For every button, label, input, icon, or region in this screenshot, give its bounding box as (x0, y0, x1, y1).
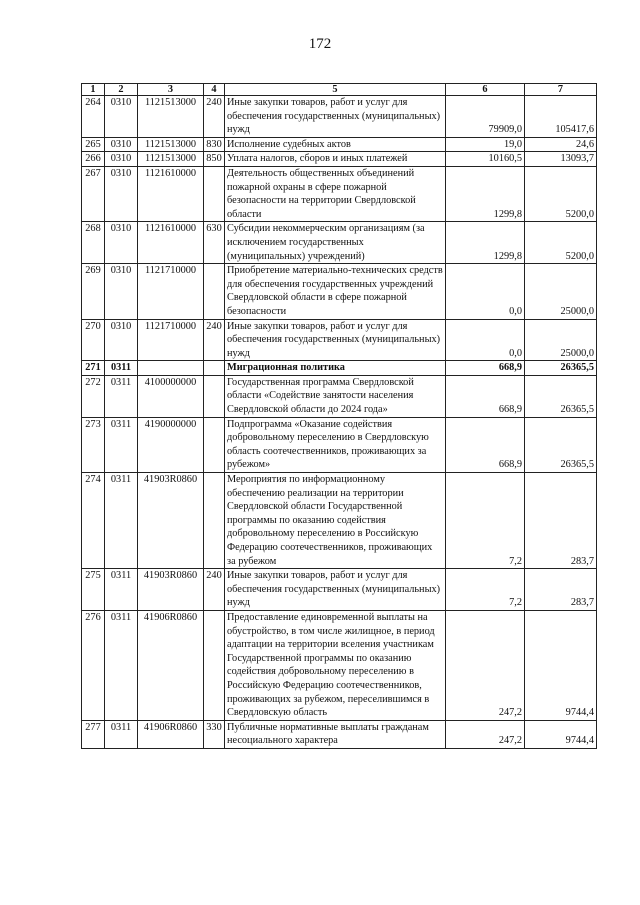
page-number: 172 (308, 36, 332, 52)
expense-type-cell: 330 (204, 720, 225, 748)
table-row (82, 610, 597, 720)
table-row (82, 96, 597, 138)
amount-col7-cell: 13093,7 (525, 152, 597, 167)
section-code-cell: 0310 (105, 166, 138, 221)
section-code-cell: 0311 (105, 720, 138, 748)
target-article-cell: 1121513000 (138, 96, 204, 138)
target-article-cell: 1121610000 (138, 166, 204, 221)
section-code-cell: 0311 (105, 375, 138, 417)
amount-col6-cell: 0,0 (446, 319, 525, 361)
amount-col7-cell: 24,6 (525, 137, 597, 152)
table-row (82, 152, 597, 167)
target-article-cell: 1121710000 (138, 319, 204, 361)
table-row (82, 720, 597, 748)
target-article-cell: 4100000000 (138, 375, 204, 417)
header-cell: 4 (204, 84, 225, 96)
amount-col6-cell: 7,2 (446, 569, 525, 611)
target-article-cell: 1121710000 (138, 264, 204, 319)
amount-col7-cell: 9744,4 (525, 720, 597, 748)
description-cell: Уплата налогов, сборов и иных платежей (225, 152, 446, 167)
header-cell: 5 (225, 84, 446, 96)
section-code-cell: 0310 (105, 222, 138, 264)
target-article-cell (138, 361, 204, 376)
row-number-cell: 275 (82, 569, 105, 611)
section-code-cell: 0310 (105, 152, 138, 167)
expense-type-cell (204, 473, 225, 569)
row-number-cell: 264 (82, 96, 105, 138)
amount-col7-cell: 283,7 (525, 569, 597, 611)
row-number-cell: 273 (82, 417, 105, 472)
expense-type-cell (204, 166, 225, 221)
row-number-cell: 276 (82, 610, 105, 720)
table-row (82, 361, 597, 376)
row-number-cell: 272 (82, 375, 105, 417)
description-cell: Государственная программа Свердловской области «Содействие занятости населения Свердловской области до 2024 года» (225, 375, 446, 417)
table-row (82, 264, 597, 319)
table-row (82, 166, 597, 221)
amount-col7-cell: 26365,5 (525, 417, 597, 472)
row-number-cell: 267 (82, 166, 105, 221)
amount-col7-cell: 105417,6 (525, 96, 597, 138)
section-code-cell: 0311 (105, 417, 138, 472)
section-code-cell: 0310 (105, 264, 138, 319)
budget-table (81, 83, 597, 749)
row-number-cell: 266 (82, 152, 105, 167)
table-row (82, 137, 597, 152)
table-row (82, 417, 597, 472)
expense-type-cell (204, 361, 225, 376)
table-row (82, 569, 597, 611)
amount-col6-cell: 7,2 (446, 473, 525, 569)
amount-col6-cell: 247,2 (446, 610, 525, 720)
target-article-cell: 41903R0860 (138, 473, 204, 569)
amount-col6-cell: 19,0 (446, 137, 525, 152)
expense-type-cell: 240 (204, 96, 225, 138)
expense-type-cell: 240 (204, 569, 225, 611)
header-cell: 2 (105, 84, 138, 96)
description-cell: Иные закупки товаров, работ и услуг для обеспечения государственных (муниципальных) нужд (225, 319, 446, 361)
row-number-cell: 271 (82, 361, 105, 376)
amount-col7-cell: 5200,0 (525, 166, 597, 221)
section-code-cell: 0311 (105, 610, 138, 720)
expense-type-cell: 850 (204, 152, 225, 167)
description-cell: Мероприятия по информационному обеспечению реализации на территории Свердловской области Государственной программы по оказанию содействия добровольному переселению в Российскую Федерацию соотечественников, проживающих за рубежом (225, 473, 446, 569)
expense-type-cell (204, 610, 225, 720)
description-cell: Миграционная политика (225, 361, 446, 376)
table-header-row (82, 84, 597, 96)
description-cell: Предоставление единовременной выплаты на обустройство, в том числе жилищное, в период адаптации на территории вселения участникам Государственной программы по оказанию содействия добровольному переселению в Российскую Федерацию соотечественников, проживающих за рубежом, переселившимся в Свердловскую область (225, 610, 446, 720)
target-article-cell: 4190000000 (138, 417, 204, 472)
target-article-cell: 41906R0860 (138, 610, 204, 720)
header-cell: 6 (446, 84, 525, 96)
target-article-cell: 1121513000 (138, 137, 204, 152)
amount-col7-cell: 26365,5 (525, 375, 597, 417)
amount-col6-cell: 0,0 (446, 264, 525, 319)
expense-type-cell: 830 (204, 137, 225, 152)
expense-type-cell (204, 417, 225, 472)
amount-col7-cell: 25000,0 (525, 319, 597, 361)
section-code-cell: 0310 (105, 137, 138, 152)
description-cell: Приобретение материально-технических средств для обеспечения государственных учреждений Свердловской области в сфере пожарной безопасности (225, 264, 446, 319)
target-article-cell: 41906R0860 (138, 720, 204, 748)
table-row (82, 319, 597, 361)
target-article-cell: 1121513000 (138, 152, 204, 167)
amount-col6-cell: 10160,5 (446, 152, 525, 167)
amount-col7-cell: 25000,0 (525, 264, 597, 319)
target-article-cell: 1121610000 (138, 222, 204, 264)
row-number-cell: 277 (82, 720, 105, 748)
description-cell: Деятельность общественных объединений пожарной охраны в сфере пожарной безопасности на территории Свердловской области (225, 166, 446, 221)
amount-col7-cell: 283,7 (525, 473, 597, 569)
amount-col6-cell: 1299,8 (446, 222, 525, 264)
section-code-cell: 0311 (105, 473, 138, 569)
amount-col7-cell: 9744,4 (525, 610, 597, 720)
amount-col6-cell: 668,9 (446, 375, 525, 417)
description-cell: Исполнение судебных актов (225, 137, 446, 152)
row-number-cell: 268 (82, 222, 105, 264)
amount-col6-cell: 1299,8 (446, 166, 525, 221)
amount-col6-cell: 668,9 (446, 417, 525, 472)
target-article-cell: 41903R0860 (138, 569, 204, 611)
description-cell: Иные закупки товаров, работ и услуг для обеспечения государственных (муниципальных) нужд (225, 96, 446, 138)
section-code-cell: 0311 (105, 361, 138, 376)
description-cell: Публичные нормативные выплаты гражданам несоциального характера (225, 720, 446, 748)
table-row (82, 222, 597, 264)
description-cell: Подпрограмма «Оказание содействия добровольному переселению в Свердловскую область соотечественников, проживающих за рубежом» (225, 417, 446, 472)
table-row (82, 375, 597, 417)
amount-col7-cell: 26365,5 (525, 361, 597, 376)
description-cell: Субсидии некоммерческим организациям (за исключением государственных (муниципальных) учреждений) (225, 222, 446, 264)
amount-col6-cell: 668,9 (446, 361, 525, 376)
header-cell: 7 (525, 84, 597, 96)
expense-type-cell (204, 375, 225, 417)
row-number-cell: 269 (82, 264, 105, 319)
table-row (82, 473, 597, 569)
description-cell: Иные закупки товаров, работ и услуг для обеспечения государственных (муниципальных) нужд (225, 569, 446, 611)
section-code-cell: 0310 (105, 96, 138, 138)
expense-type-cell: 630 (204, 222, 225, 264)
row-number-cell: 265 (82, 137, 105, 152)
amount-col7-cell: 5200,0 (525, 222, 597, 264)
section-code-cell: 0311 (105, 569, 138, 611)
amount-col6-cell: 247,2 (446, 720, 525, 748)
amount-col6-cell: 79909,0 (446, 96, 525, 138)
section-code-cell: 0310 (105, 319, 138, 361)
header-cell: 1 (82, 84, 105, 96)
row-number-cell: 274 (82, 473, 105, 569)
row-number-cell: 270 (82, 319, 105, 361)
header-cell: 3 (138, 84, 204, 96)
expense-type-cell: 240 (204, 319, 225, 361)
expense-type-cell (204, 264, 225, 319)
